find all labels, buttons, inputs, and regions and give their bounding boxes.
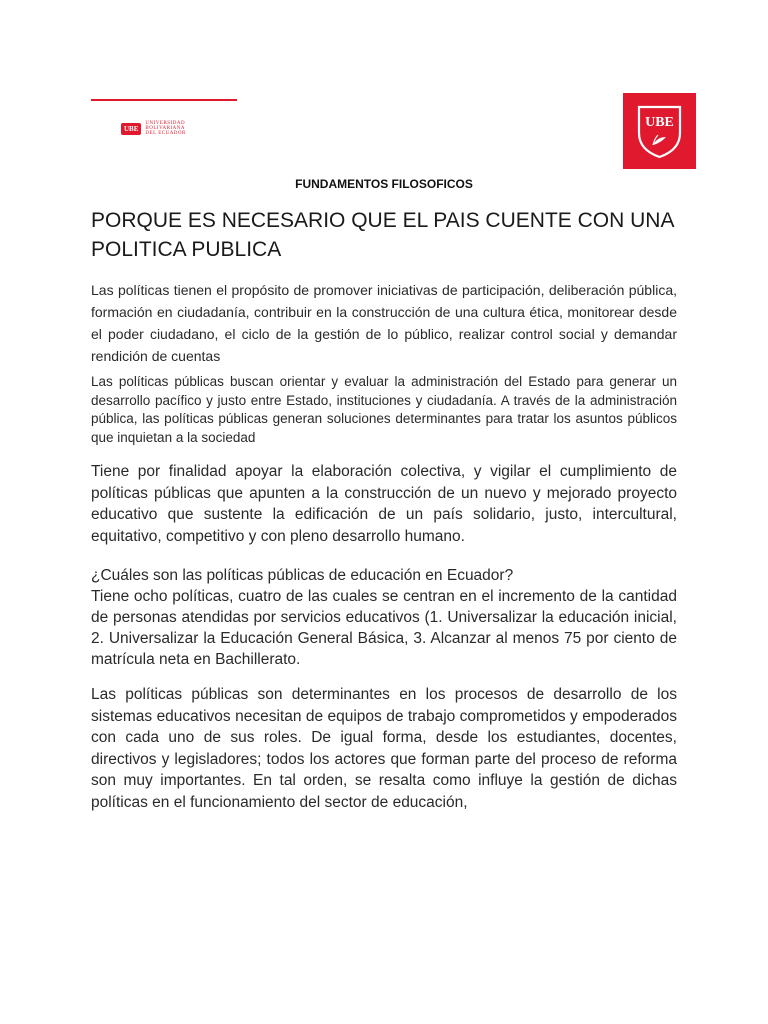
university-logo-large (623, 93, 696, 169)
paragraph-4-block (91, 565, 677, 670)
section-subtitle: FUNDAMENTOS FILOSOFICOS (295, 177, 473, 191)
logo-line-1: UNIVERSIDAD (145, 121, 186, 126)
header-rule (91, 99, 237, 101)
logo-text: UBE (645, 115, 674, 130)
paragraph-2: Las políticas públicas buscan orientar y evaluar la administración del Estado para generar un desarrollo pacífico y justo entre Estado, instituciones y ciudadanía. A través de la administración pública, las políticas públicas generan soluciones determinantes para tratar los asuntos públicos que inquietan a la sociedad (91, 374, 677, 445)
logo-line-2: BOLIVARIANA (145, 126, 185, 131)
education-question: ¿Cuáles son las políticas públicas de educación en Ecuador? (91, 567, 514, 584)
logo-wordmark (145, 121, 185, 136)
paragraph-1: Las políticas tienen el propósito de promover iniciativas de participación, deliberación pública, formación en ciudadanía, contribuir en la construcción de una cultura ética, monitorear desde el poder ciudadano, el ciclo de la gestión de lo público, realizar control social y demandar rendición de cuentas (91, 282, 677, 364)
paragraph-3: Tiene por finalidad apoyar la elaboración colectiva, y vigilar el cumplimiento de políticas públicas que apunten a la construcción de un nuevo y mejorado proyecto educativo que sustente la edificación de un país solidario, justo, intercultural, equitativo, competitivo y con pleno desarrollo humano. (91, 463, 677, 545)
university-logo-small (121, 121, 186, 136)
logo-line-3: DEL ECUADOR (145, 131, 186, 136)
paragraph-5: Las políticas públicas son determinantes en los procesos de desarrollo de los sistemas educativos necesitan de equipos de trabajo comprometidos y empoderados con cada uno de sus roles. De igual forma, desde los estudiantes, docentes, directivos y legisladores; todos los actores que forman parte del proceso de reforma son muy importantes. En tal orden, se resalta como influye la gestión de dichas políticas en el funcionamiento del sector de educación, (91, 686, 677, 811)
shield-logo-icon (623, 93, 696, 169)
paragraph-4: Tiene ocho políticas, cuatro de las cuales se centran en el incremento de la cantidad de personas atendidas por servicios educativos (1. Universalizar la educación inicial, 2. Universalizar la Educación General Básica, 3. Alcanzar al menos 75 por ciento de matrícula neta en Bachillerato. (91, 588, 677, 668)
document-title: PORQUE ES NECESARIO QUE EL PAIS CUENTE CON UNA POLITICA PUBLICA (91, 209, 674, 261)
logo-badge: UBE (121, 123, 141, 135)
